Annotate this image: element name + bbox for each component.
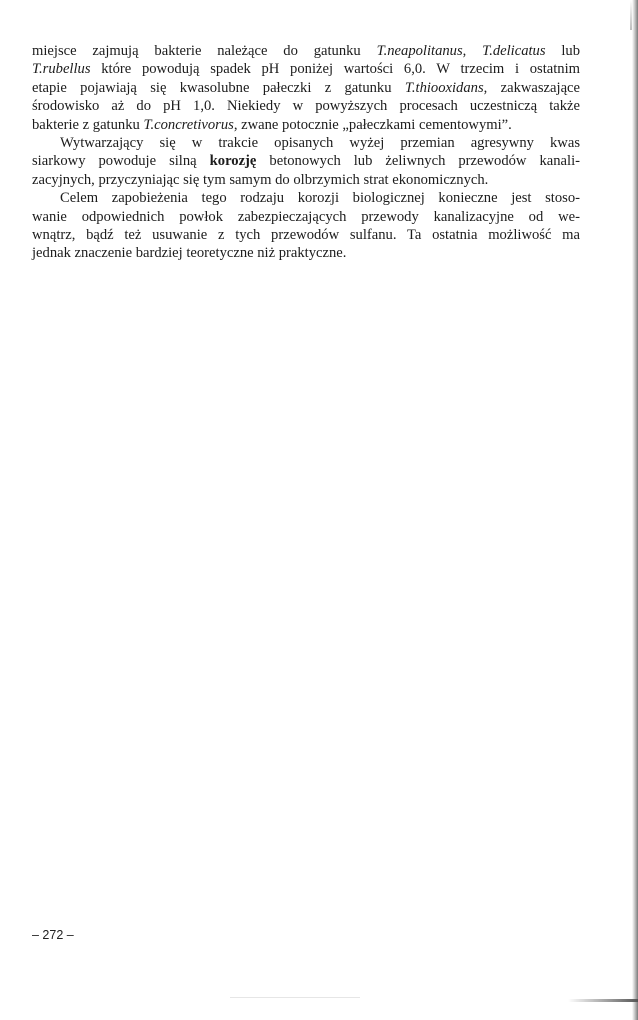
species-name: T.neapolitanus — [376, 43, 463, 59]
text-run: betonowych lub żeliwnych przewodów kanali- — [256, 153, 580, 170]
scan-artifact — [230, 997, 360, 998]
text-line — [32, 79, 580, 97]
book-spine-shadow — [632, 0, 638, 1020]
species-name: T.concretivorus — [143, 116, 234, 133]
text-run: Wytwarzający się w trakcie opisanych wyżej przemian agresywny kwas — [60, 135, 580, 152]
emphasized-term: korozję — [209, 153, 257, 170]
text-run: miejsce zajmują bakterie należące do gatunku — [32, 43, 377, 59]
text-line — [32, 97, 580, 115]
text-run: wnątrz, bądź też usuwanie z tych przewodów sulfanu. Ta ostatnia możliwość ma — [32, 227, 580, 244]
text-run: etapie pojawiają się kwasolubne pałeczki z gatunku — [32, 79, 405, 96]
species-name: T.delicatus — [482, 43, 546, 59]
text-run: lub — [545, 43, 581, 59]
text-line — [32, 116, 580, 134]
text-run: siarkowy powoduje silną — [32, 153, 210, 170]
text-run: , — [462, 43, 483, 59]
text-run: zacyjnych, przyczyniając się tym samym do olbrzymich strat ekonomicznych. — [32, 171, 489, 188]
paragraph-2 — [32, 134, 580, 189]
text-line — [32, 42, 580, 60]
scan-edge-shadow — [568, 999, 638, 1002]
page-number: – 272 – — [32, 928, 74, 942]
text-line — [32, 171, 580, 189]
text-run: , zakwaszające — [483, 79, 580, 96]
paragraph-3 — [32, 189, 580, 263]
text-run: Celem zapobieżenia tego rodzaju korozji biologicznej konieczne jest stoso- — [60, 190, 580, 207]
species-name: T.rubellus — [32, 61, 91, 78]
text-line — [32, 189, 580, 207]
text-line — [32, 226, 580, 244]
text-line — [32, 60, 580, 78]
paragraph-1 — [32, 42, 580, 134]
text-line — [32, 244, 580, 262]
text-run: jednak znaczenie bardziej teoretyczne niż praktyczne. — [32, 245, 347, 262]
text-line — [32, 208, 580, 226]
text-run: które powodują spadek pH poniżej wartości 6,0. W trzecim i ostatnim — [90, 61, 580, 78]
text-run: , zwane potocznie „pałeczkami cementowymi”. — [233, 116, 512, 133]
text-run: środowisko aż do pH 1,0. Niekiedy w powyższych procesach uczestniczą także — [32, 98, 580, 115]
text-line — [32, 134, 580, 152]
text-line — [32, 152, 580, 170]
text-run: wanie odpowiednich powłok zabezpieczających przewody kanalizacyjne od we- — [32, 208, 580, 225]
text-run: bakterie z gatunku — [32, 116, 144, 133]
species-name: T.thiooxidans — [404, 79, 484, 96]
body-text — [32, 42, 580, 263]
